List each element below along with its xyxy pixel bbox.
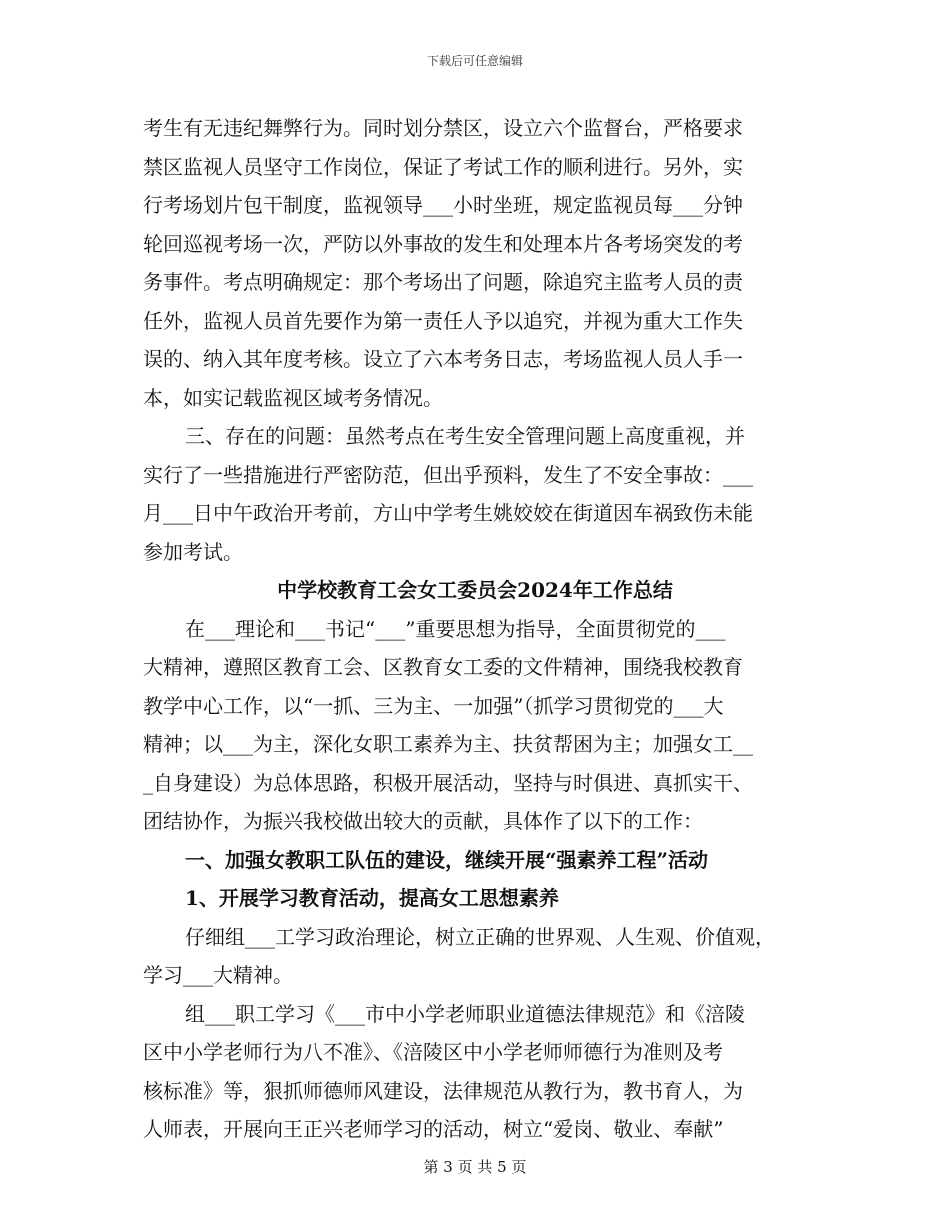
text-line: _自身建设）为总体思路，积极开展活动，坚持与时俱进、真抓实干、 [143,770,753,795]
text-line: 区中小学老师行为八不准》、《涪陵区中小学老师师德行为准则及考 [143,1040,723,1064]
page-footer: 第 3 页 共 5 页 [423,1158,527,1176]
text-line: 误的、纳入其年度考核。设立了六本考务日志，考场监视人员人手一 [143,347,743,371]
text-line: 核标准》等，狠抓师德师风建设，法律规范从教行为，教书育人，为 [143,1078,743,1103]
text-line: 实行了一些措施进行严密防范，但出乎预料，发生了不安全事故：___ [143,462,753,487]
text-line: 任外，监视人员首先要作为第一责任人予以追究，并视为重大工作失 [143,308,743,333]
document-body [143,109,807,1149]
text-line: 在___理论和___书记“___”重要思想为指导，全面贯彻党的___ [185,616,726,641]
text-line: 仔细组___工学习政治理论，树立正确的世界观、人生观、价值观， [185,924,775,949]
text-line: 本，如实记载监视区域考务情况。 [143,385,443,410]
text-line: 精神；以___为主，深化女职工素养为主、扶贫帮困为主；加强女工__ [143,732,753,756]
text-line: 参加考试。 [143,539,243,564]
text-line: 学习___大精神。 [143,963,293,987]
text-line: 轮回巡视考场一次，严防以外事故的发生和处理本片各考场突发的考 [143,231,743,256]
text-line: 三、存在的问题：虽然考点在考生安全管理问题上高度重视，并 [185,424,745,448]
section-heading: 一、加强女教职工队伍的建设，继续开展“强素养工程”活动 [185,847,709,872]
text-line: 考生有无违纪舞弊行为。同时划分禁区，设立六个监督台，严格要求 [143,116,743,140]
section-heading: 1、开展学习教育活动，提高女工思想素养 [185,886,559,910]
section-title: 中学校教育工会女工委员会2024年工作总结 [277,578,673,602]
text-line: 大精神，遵照区教育工会、区教育女工委的文件精神，围绕我校教育 [143,655,743,679]
text-line: 人师表，开展向王正兴老师学习的活动，树立“爱岗、敬业、奉献” [143,1117,724,1141]
text-line: 组___职工学习《___市中小学老师职业道德法律规范》和《涪陵 [185,1001,745,1026]
text-line: 月___日中午政治开考前，方山中学考生姚姣姣在街道因车祸致伤未能 [143,501,753,525]
page-header: 下载后可任意编辑 [426,54,523,68]
text-line: 务事件。考点明确规定：那个考场出了问题，除追究主监考人员的责 [143,270,743,294]
text-line: 行考场划片包干制度，监视领导___小时坐班，规定监视员每___分钟 [143,193,743,217]
text-line: 教学中心工作，以“一抓、三为主、一加强”（抓学习贯彻党的___大 [143,693,724,718]
text-line: 禁区监视人员坚守工作岗位，保证了考试工作的顺利进行。另外，实 [143,154,743,179]
text-line: 团结协作，为振兴我校做出较大的贡献，具体作了以下的工作： [143,809,703,833]
